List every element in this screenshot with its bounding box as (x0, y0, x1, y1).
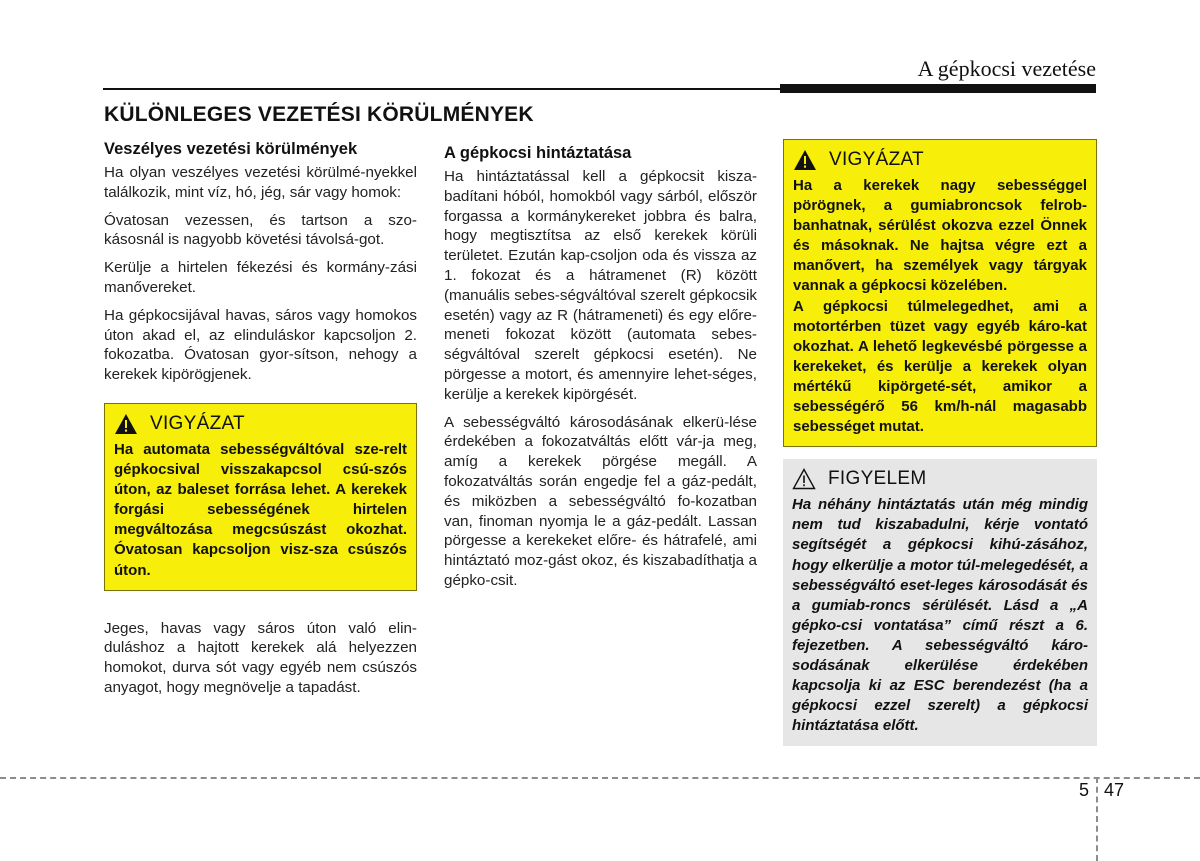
paragraph: Kerülje a hirtelen fékezési és kormány-zási manővereket. (104, 259, 417, 296)
column-right (783, 139, 1097, 746)
chapter-title: A gépkocsi vezetése (917, 56, 1096, 81)
paragraph: Ha gépkocsijával havas, sáros vagy homokos úton akad el, az elinduláskor kapcsoljon 2. fokozatba. Óvatosan gyor-sítson, nehogy a kerekek kipörögjenek. (104, 306, 417, 384)
warning-box (104, 403, 417, 591)
notice-text: Ha néhány hintáztatás után még mindig nem tud kiszabadulni, kérje vontató segítségét a gépkocsi kihú-zásához, hogy elkerülje a motor túl-melegedését, a sebességváltó eset-leges károsodását és a gumiab-roncs sérülését. Lásd a „A gépko-csi vontatása” című részt a 6. fejezetben. A sebességváltó káro-sodásának elkerülése érdekében kapcsolja ki az ESC berendezést (ha a gépkocsi ezzel szerelt) a gépkocsi hintáztatása előtt. (792, 496, 1088, 735)
column-middle (444, 144, 757, 599)
paragraph: A sebességváltó károsodásának elkerü-lése érdekében a fokozatváltás előtt vár-ja meg, amíg a kerekek pörgése megáll. A fokozatváltás során engedje fel a gáz-pedált, és miközben a sebességváltó fo-kozatban van, finoman nyomja le a gáz-pedált. Lassan pörgesse a kerekeket előre- és hátrafelé, ami hintáztató moz-gást okoz, és kiszabadíthatja a gépko-csit. (444, 413, 757, 589)
paragraph: Óvatosan vezessen, és tartson a szo-kásosnál is nagyobb követési távolsá-got. (104, 211, 417, 249)
warning-title: VIGYÁZAT (150, 412, 245, 434)
column-left (104, 140, 417, 706)
chapter-number: 5 (1079, 780, 1090, 800)
paragraph: Ha hintáztatással kell a gépkocsit kisza-badítani hóból, homokból vagy sárból, először forgassa a kormánykereket jobbra és balra, hogy megtisztítsa az első kerekek körüli területet. Ezután kap-csoljon oda és vissza az 1. fokozat és a hátramenet (R) között (manuális sebes-ségváltóval szerelt gépkocsik esetén) vagy az R (hátrameneti) és egy előre-meneti fokozat között (automata sebes-ségváltóval szerelt gépkocsi esetén). Ne pörgesse a motort, és amennyire lehet-séges, kerülje a kerekek kipörgését. (444, 168, 757, 403)
notice-header (792, 468, 1088, 490)
notice-title: FIGYELEM (828, 468, 927, 490)
warning-triangle-icon (793, 149, 817, 171)
page-number: 47 (1104, 780, 1125, 800)
warning-header (114, 413, 407, 435)
header-rule-thick (780, 84, 1096, 93)
section-title: KÜLÖNLEGES VEZETÉSI KÖRÜLMÉNYEK (104, 103, 534, 126)
warning-header (793, 149, 1087, 171)
subheading-rocking-vehicle: A gépkocsi hintáztatása (444, 144, 632, 162)
paragraph: Jeges, havas vagy sáros úton való elin-duláshoz a hajtott kerekek alá helyezzen homokot, durva sót vagy egyéb nem csúszós anyagot, hogy megnövelje a tapadást. (104, 619, 417, 697)
subheading-dangerous-conditions: Veszélyes vezetési körülmények (104, 140, 358, 158)
warning-triangle-icon (114, 413, 138, 435)
footer-dashed-divider (1096, 777, 1098, 861)
warning-text: A gépkocsi túlmelegedhet, ami a motortérben tüzet vagy egyéb káro-kat okozhat. A lehető legkevésbé pörgesse a kerekeket, és kerülje a kerekek olyan mértékű kipörgeté-sét, amikor a sebességérő 56 km/h-nál magasabb sebességet mutat. (793, 297, 1087, 436)
notice-triangle-icon (792, 468, 816, 490)
paragraph: Ha olyan veszélyes vezetési körülmé-nyekkel találkozik, mint víz, hó, jég, sár vagy homok: (104, 164, 417, 201)
warning-box (783, 139, 1097, 447)
warning-text: Ha a kerekek nagy sebességgel pörögnek, a gumiabroncsok felrob-banhatnak, sérülést okozva ezzel Önnek és másoknak. Ne hajtsa végre ezt a manővert, ha személyek vagy tárgyak vannak a gépkocsi közelében. (793, 177, 1087, 295)
notice-box (783, 459, 1097, 746)
warning-title: VIGYÁZAT (829, 149, 924, 170)
warning-text: Ha automata sebességváltóval sze-relt gépkocsival visszakapcsol csú-szós úton, az baleset forrása lehet. A kerekek forgási sebességének hirtelen megváltozása megcsúszást okozhat. Óvatosan kapcsoljon visz-sza csúszós úton. (114, 440, 407, 579)
footer-dashed-rule (0, 777, 1200, 779)
